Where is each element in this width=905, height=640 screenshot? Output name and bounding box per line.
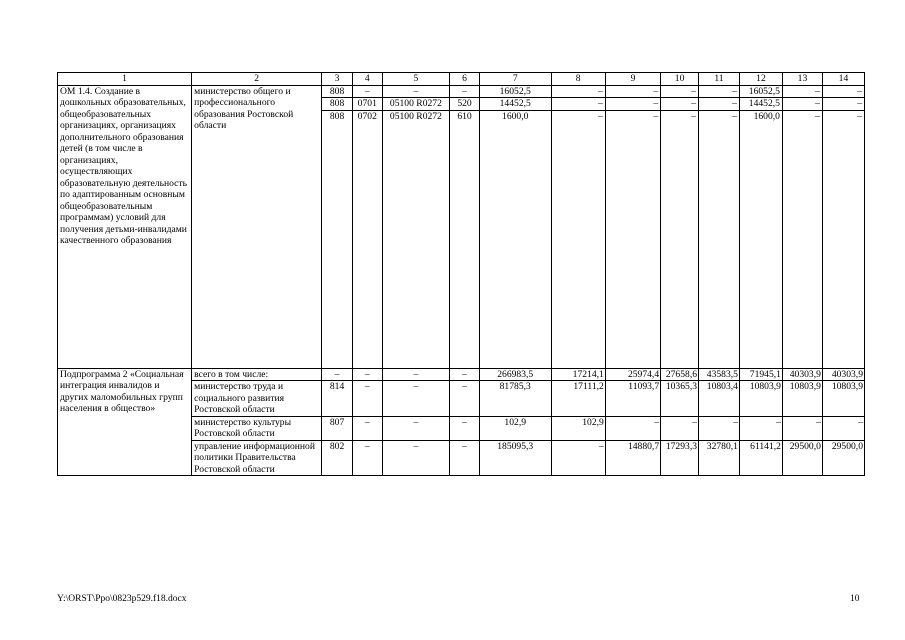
value-cell: 1600,0 (479, 110, 551, 368)
page-number: 10 (850, 594, 860, 604)
value-cell: 05100 R0272 (382, 98, 450, 111)
value-cell: – (661, 110, 699, 368)
value-cell: 71945,1 (739, 368, 782, 381)
value-cell: – (352, 85, 382, 98)
value-cell: – (739, 416, 782, 440)
value-cell: – (382, 416, 450, 440)
col-header: 10 (661, 73, 699, 86)
value-cell: 10803,9 (822, 381, 864, 417)
col-header: 11 (699, 73, 740, 86)
col-header: 8 (551, 73, 605, 86)
value-cell: 10803,9 (782, 381, 822, 417)
executor-name: управление информационной политики Правительства Ростовской области (192, 440, 322, 476)
value-cell: – (450, 85, 480, 98)
value-cell: 814 (322, 381, 353, 417)
value-cell: – (822, 416, 864, 440)
value-cell: – (352, 440, 382, 476)
col-header: 6 (450, 73, 480, 86)
col-header: 3 (322, 73, 353, 86)
value-cell: 0702 (352, 110, 382, 368)
value-cell: 808 (322, 110, 353, 368)
value-cell: 16052,5 (479, 85, 551, 98)
value-cell: 11093,7 (605, 381, 660, 417)
col-header: 13 (782, 73, 822, 86)
value-cell: 1600,0 (739, 110, 782, 368)
value-cell: 102,9 (551, 416, 605, 440)
value-cell: – (551, 98, 605, 111)
budget-table (57, 72, 865, 476)
value-cell: 40303,9 (822, 368, 864, 381)
value-cell: 81785,3 (479, 381, 551, 417)
executor-name: министерство труда и социального развития Ростовской области (192, 381, 322, 417)
value-cell: 25974,4 (605, 368, 660, 381)
value-cell: – (450, 381, 480, 417)
value-cell: 102,9 (479, 416, 551, 440)
value-cell: – (450, 368, 480, 381)
value-cell: – (605, 416, 660, 440)
value-cell: – (605, 85, 660, 98)
value-cell: – (699, 85, 740, 98)
value-cell: 14452,5 (479, 98, 551, 111)
value-cell: – (782, 416, 822, 440)
col-header: 12 (739, 73, 782, 86)
col-header: 9 (605, 73, 660, 86)
value-cell: – (822, 85, 864, 98)
value-cell: 10803,4 (699, 381, 740, 417)
value-cell: – (661, 416, 699, 440)
value-cell: 802 (322, 440, 353, 476)
value-cell: 520 (450, 98, 480, 111)
col-header: 2 (192, 73, 322, 86)
value-cell: – (699, 416, 740, 440)
value-cell: – (322, 368, 353, 381)
value-cell: – (382, 85, 450, 98)
value-cell: – (551, 85, 605, 98)
value-cell: 808 (322, 85, 353, 98)
value-cell: – (382, 368, 450, 381)
value-cell: 14880,7 (605, 440, 660, 476)
header-row (58, 73, 865, 86)
value-cell: 185095,3 (479, 440, 551, 476)
footer-file-path: Y:\ORST\Ppo\0823p529.f18.docx (57, 594, 187, 604)
value-cell: 40303,9 (782, 368, 822, 381)
value-cell: – (352, 381, 382, 417)
value-cell: – (661, 98, 699, 111)
value-cell: 17214,1 (551, 368, 605, 381)
value-cell: 610 (450, 110, 480, 368)
value-cell: – (382, 440, 450, 476)
value-cell: – (699, 98, 740, 111)
value-cell: 17293,3 (661, 440, 699, 476)
value-cell: 0701 (352, 98, 382, 111)
value-cell: – (822, 98, 864, 111)
value-cell: 14452,5 (739, 98, 782, 111)
value-cell: 43583,5 (699, 368, 740, 381)
value-cell: – (605, 98, 660, 111)
value-cell: – (551, 110, 605, 368)
value-cell: 16052,5 (739, 85, 782, 98)
value-cell: 05100 R0272 (382, 110, 450, 368)
value-cell: – (551, 440, 605, 476)
value-cell: – (782, 110, 822, 368)
executor-name: всего в том числе: (192, 368, 322, 381)
value-cell: 808 (322, 98, 353, 111)
value-cell: 61141,2 (739, 440, 782, 476)
value-cell: 29500,0 (782, 440, 822, 476)
value-cell: 807 (322, 416, 353, 440)
value-cell: 10365,3 (661, 381, 699, 417)
value-cell: 29500,0 (822, 440, 864, 476)
om14-row (58, 85, 865, 98)
value-cell: – (782, 98, 822, 111)
value-cell: 32780,1 (699, 440, 740, 476)
col-header: 4 (352, 73, 382, 86)
subprogram-name: Подпрограмма 2 «Социальная интеграция инвалидов и других маломобильных групп населения в общество» (58, 368, 192, 476)
subprogram-row (58, 368, 865, 381)
value-cell: – (782, 85, 822, 98)
value-cell: – (822, 110, 864, 368)
value-cell: 266983,5 (479, 368, 551, 381)
executor-name: министерство культуры Ростовской области (192, 416, 322, 440)
value-cell: 17111,2 (551, 381, 605, 417)
value-cell: – (352, 368, 382, 381)
measure-name: ОМ 1.4. Создание в дошкольных образовательных, общеобразовательных организациях, организациях дополнительного образования детей (в том числе в организациях, осуществляющих образовательную деятельность по адаптированным основным общеобразовательным программам) условий для получения детьми-инвалидами качественного образования (58, 85, 192, 368)
value-cell: 27658,6 (661, 368, 699, 381)
col-header: 5 (382, 73, 450, 86)
value-cell: 10803,9 (739, 381, 782, 417)
executor-name: министерство общего и профессионального образования Ростовской области (192, 85, 322, 368)
value-cell: – (661, 85, 699, 98)
value-cell: – (352, 416, 382, 440)
col-header: 14 (822, 73, 864, 86)
value-cell: – (382, 381, 450, 417)
col-header: 1 (58, 73, 192, 86)
value-cell: – (450, 416, 480, 440)
value-cell: – (699, 110, 740, 368)
value-cell: – (450, 440, 480, 476)
col-header: 7 (479, 73, 551, 86)
value-cell: – (605, 110, 660, 368)
